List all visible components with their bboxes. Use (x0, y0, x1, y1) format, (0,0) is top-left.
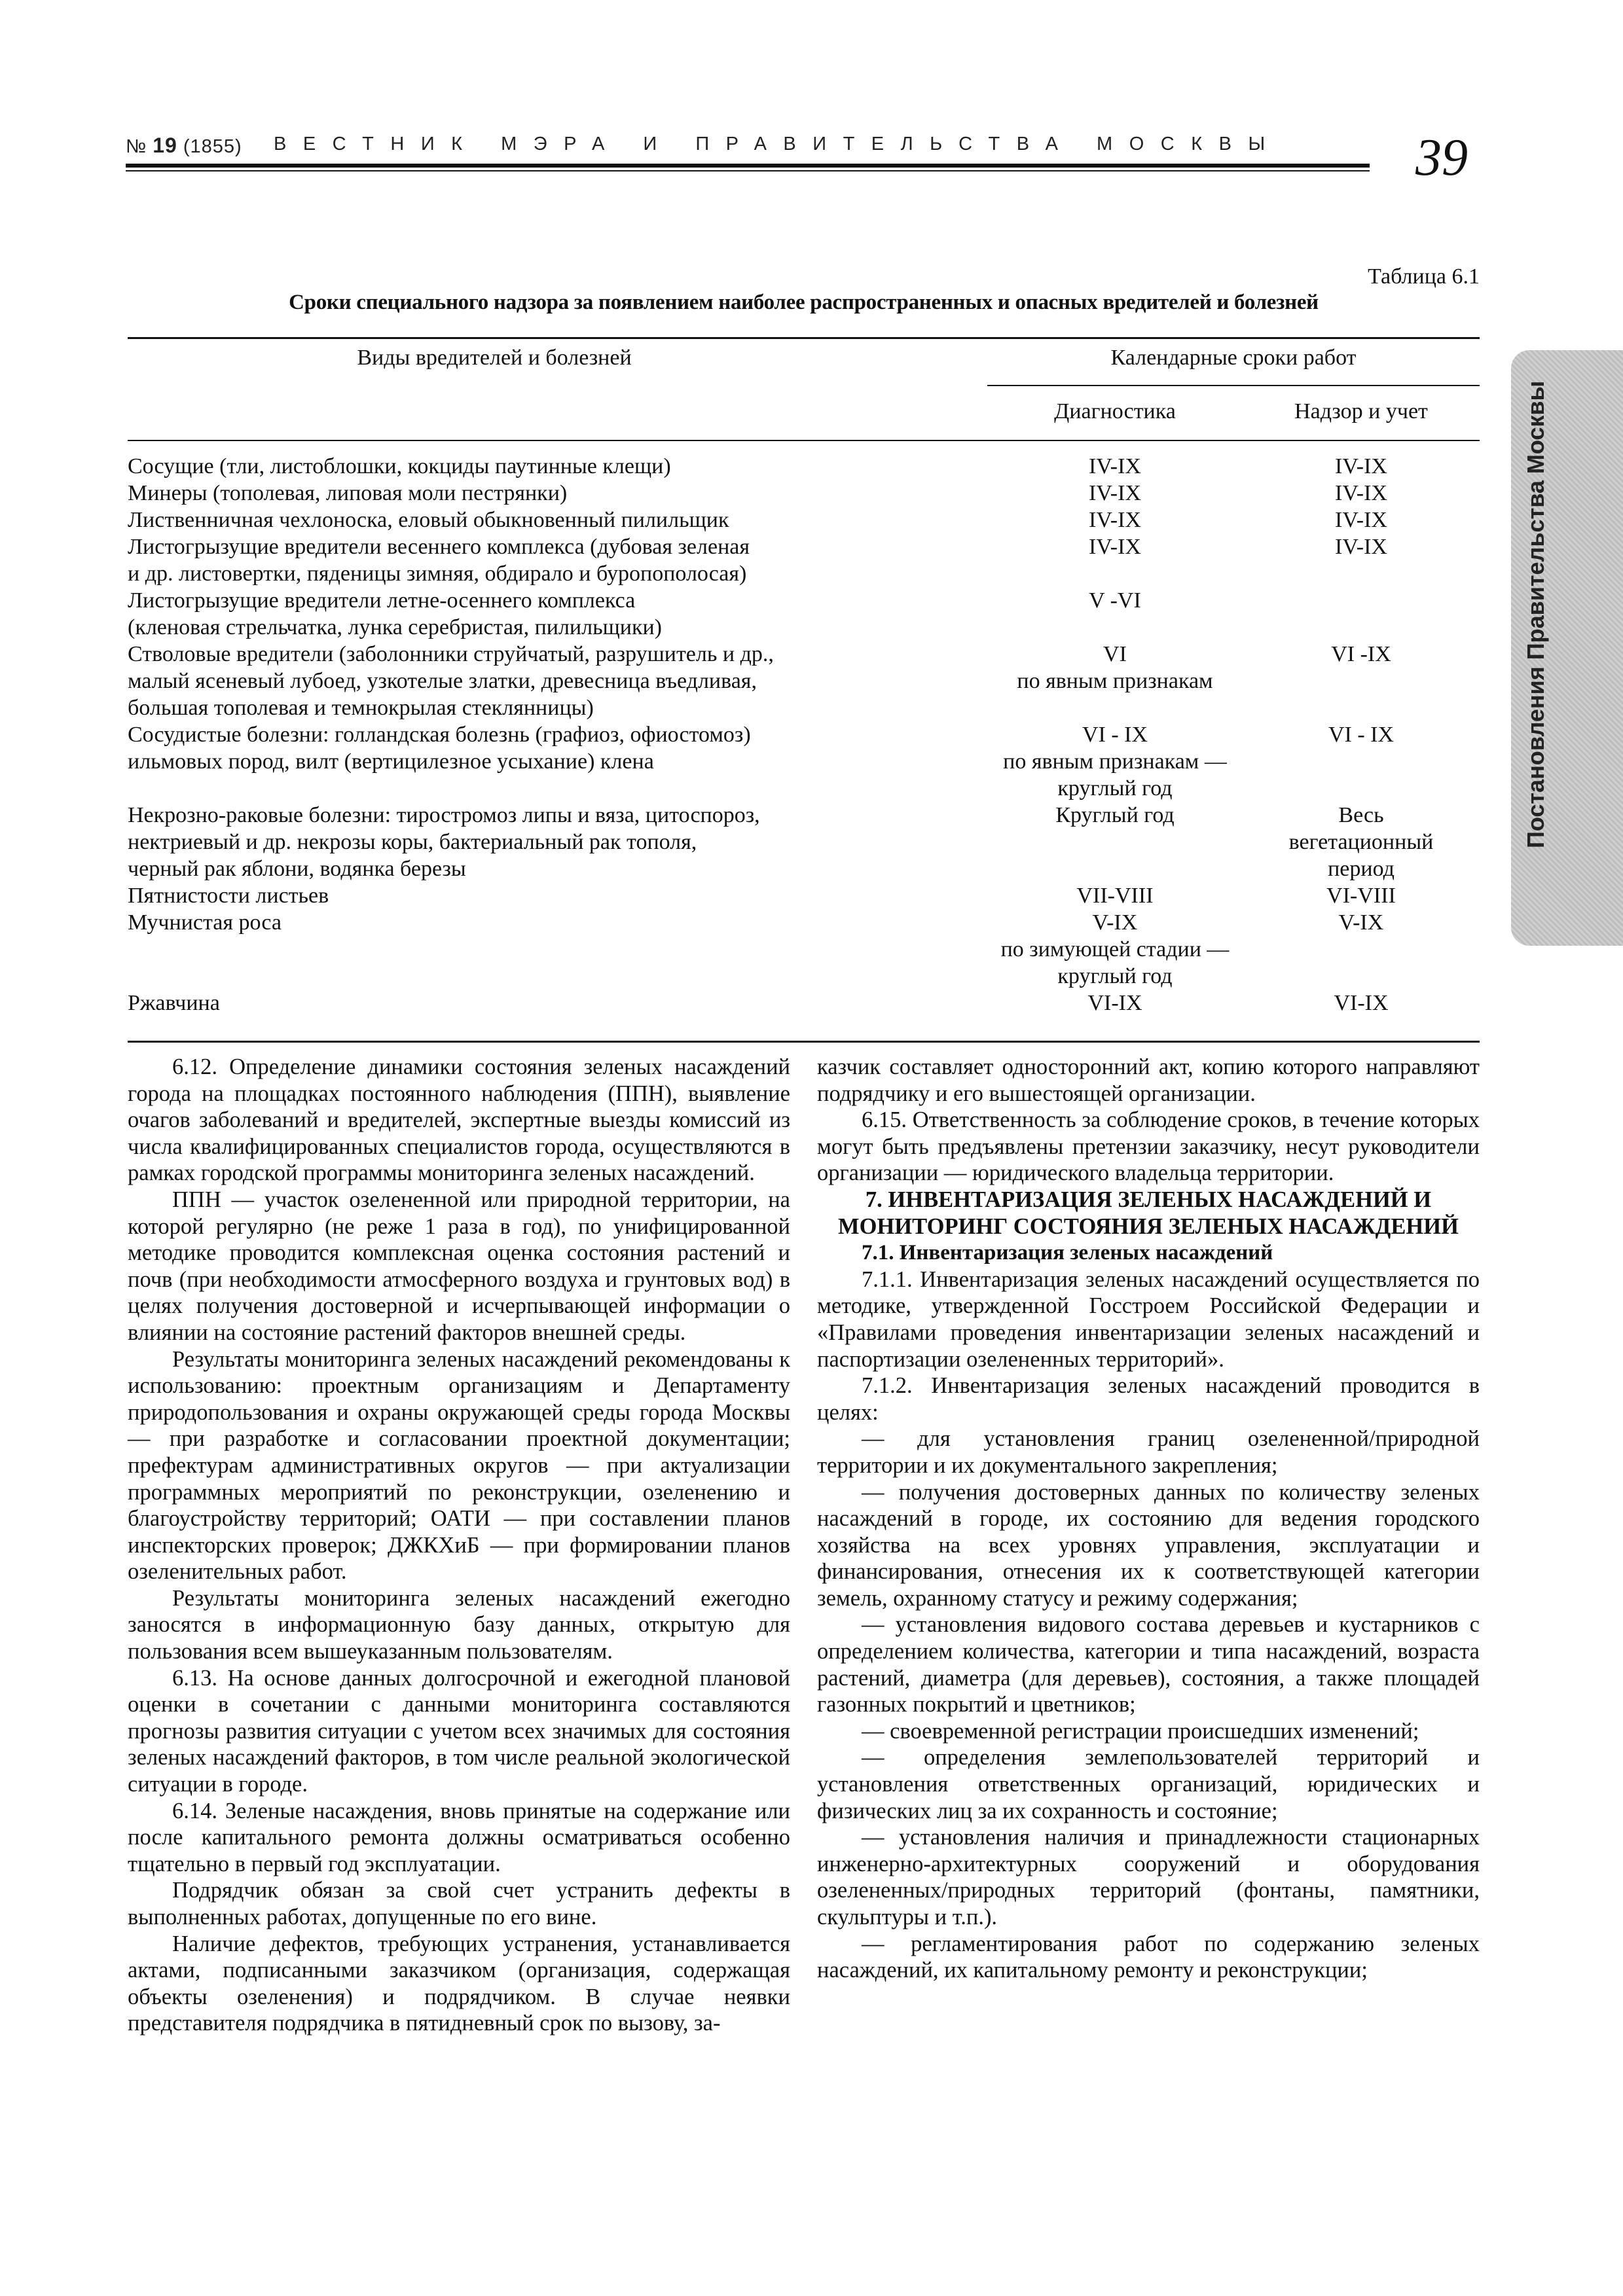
paragraph: 6.12. Определение динамики состояния зеленых насаждений города на площадках постоянного наблюдения (ППН), выявление очагов заболеваний и вредителей, экспертные выезды комиссий из числа квалифицированных специалистов города, осуществляются в рамках городской программы мониторинга зеленых насаждений. (128, 1054, 790, 1186)
running-header (126, 128, 1396, 168)
list-item: — своевременной регистрации происшедших изменений; (862, 1718, 1419, 1744)
table-cell-kind: Некрозно-раковые болезни: тиростромоз липы и вяза, цитоспороз, нектриевый и др. некрозы коры, бактериальный рак тополя, черный рак яблони, водянка березы (128, 803, 760, 881)
table-row (128, 990, 1480, 1016)
table-title: Сроки специального надзора за появлением наиболее распространенных и опасных вредителей и болезней (289, 291, 1319, 314)
table-cell-diagnostics: VI - IX по явным признакам — круглый год (1003, 723, 1227, 800)
issue-label (126, 134, 242, 158)
table-cell-supervision: IV-IX (1335, 454, 1387, 478)
table-cell-diagnostics: IV-IX (1089, 535, 1141, 559)
table-cell-kind: Сосущие (тли, листоблошки, кокциды паутинные клещи) (128, 454, 671, 478)
table-bottom-rule (128, 1041, 1480, 1043)
issue-total: (1855) (183, 136, 242, 157)
table-cell-supervision: VI -IX (1331, 642, 1391, 666)
table-cell-kind: Листогрызущие вредители весеннего комплекса (дубовая зеленая и др. листовертки, пяденицы зимняя, обдирало и буропополосая) (128, 535, 750, 586)
table-cell-diagnostics: VI по явным признакам (1017, 642, 1213, 693)
table-row (128, 533, 1480, 587)
table-cell-kind: Сосудистые болезни: голландская болезнь (графиоз, офиостомоз) ильмовых пород, вилт (вертицилезное усыхание) клена (128, 723, 751, 774)
page-number: 39 (1415, 129, 1468, 187)
paragraph: Результаты мониторинга зеленых насаждений ежегодно заносятся в информационную базу данных, открытую для пользования всем вышеуказанным пользователям. (128, 1585, 790, 1664)
table-row (128, 587, 1480, 641)
section-side-tab-label: Постановления Правительства Москвы (1522, 380, 1549, 848)
table-header-rule (128, 440, 1480, 441)
subsection-heading: 7.1. Инвентаризация зеленых насаждений (862, 1241, 1273, 1265)
list-item: — получения достоверных данных по количеству зеленых насаждений в городе, их состоянию для ведения городского хозяйства на всех уровнях управления, эксплуатации и финансирования, отнесения их к соответствующей категории земель, охранному статусу и режиму содержания; (817, 1479, 1480, 1611)
table-cell-kind: Листогрызущие вредители летне-осеннего комплекса (кленовая стрельчатка, лунка серебристая, пилильщики) (128, 588, 662, 639)
table-cell-diagnostics: V -VI (1089, 588, 1141, 613)
table-cell-supervision: IV-IX (1335, 535, 1387, 559)
header-rule (126, 164, 1370, 168)
table-cell-supervision: VI-IX (1334, 991, 1389, 1015)
table-cell-diagnostics: Круглый год (1055, 803, 1175, 827)
table-cell-supervision: IV-IX (1335, 508, 1387, 532)
table-row (128, 882, 1480, 909)
paragraph: 6.13. На основе данных долгосрочной и ежегодной плановой оценки в сочетании с данными мониторинга составляются прогнозы развития ситуации с учетом всех значимых для состояния зеленых насаждений факторов, в том числе реальной экологической ситуации в городе. (128, 1665, 790, 1797)
table-cell-diagnostics: VI-IX (1087, 991, 1142, 1015)
list-item: — установления наличия и принадлежности стационарных инженерно-архитектурных сооружений и оборудования озелененных/природных территорий (фонтаны, памятники, скульптуры и т.п.). (817, 1825, 1480, 1929)
list-item: — определения землепользователей территорий и установления ответственных организаций, юридических и физических лиц за их сохранность и состояние; (817, 1745, 1480, 1823)
table-header-split-rule (987, 385, 1480, 386)
paragraph: 7.1.1. Инвентаризация зеленых насаждений осуществляется по методике, утвержденной Госстроем Российской Федерации и «Правилами проведения инвентаризации зеленых насаждений и паспортизации озелененных территорий». (817, 1266, 1480, 1372)
table-row (128, 453, 1480, 480)
issue-prefix: № (126, 136, 147, 157)
table-cell-diagnostics: IV-IX (1089, 481, 1141, 505)
table-caption: Таблица 6.1 (1368, 264, 1480, 289)
section-heading: 7. ИНВЕНТАРИЗАЦИЯ ЗЕЛЕНЫХ НАСАЖДЕНИЙ И МОНИТОРИНГ СОСТОЯНИЯ ЗЕЛЕНЫХ НАСАЖДЕНИЙ (838, 1187, 1459, 1239)
table-row (128, 802, 1480, 882)
table-header-kind: Виды вредителей и болезней (357, 346, 632, 370)
table-cell-supervision: VI - IX (1328, 723, 1395, 747)
table-cell-supervision: VI-VIII (1326, 884, 1396, 908)
table-header-calendar: Календарные сроки работ (1110, 346, 1357, 370)
goals-list (817, 1426, 1480, 1983)
table-header-supervision: Надзор и учет (1294, 399, 1428, 423)
paragraph: 6.15. Ответственность за соблюдение сроков, в течение которых могут быть предъявлены претензии заказчику, несут руководители организации — юридического владельца территории. (817, 1107, 1480, 1186)
left-text-column (128, 1054, 790, 2037)
table-cell-kind: Пятнистости листьев (128, 884, 329, 908)
table-cell-kind: Ржавчина (128, 991, 220, 1015)
table-row (128, 480, 1480, 507)
table-cell-kind: Стволовые вредители (заболонники струйчатый, разрушитель и др., малый ясеневый лубоед, узкотелые златки, древесница въедливая, большая тополевая и темнокрылая стеклянницы) (128, 642, 774, 720)
table-header-diagnostics: Диагностика (1054, 399, 1176, 423)
paragraph: Наличие дефектов, требующих устранения, устанавливается актами, подписанными заказчиком (организация, содержащая объекты озеленения) и подрядчиком. В случае неявки представителя подрядчика в пятидневный срок по вызову, за- (128, 1931, 790, 2036)
paragraph: Результаты мониторинга зеленых насаждений рекомендованы к использованию: проектным организациям и Департаменту природопользования и охраны окружающей среды города Москвы — при разработке и согласовании проектной документации; префектурам административных округов — при актуализации программных мероприятий по реконструкции, озеленению и благоустройству территорий; ОАТИ — при составлении планов инспекторских проверок; ДЖКХиБ — при формировании планов озеленительных работ. (128, 1346, 790, 1585)
table-row (128, 909, 1480, 990)
table-cell-supervision: Весь вегетационный период (1288, 803, 1434, 881)
list-item: — установления видового состава деревьев и кустарников с определением количества, категории и типа насаждений, возраста растений, диаметра (для деревьев), состояния, а также площадей газонных покрытий и цветников; (817, 1612, 1480, 1717)
paragraph-continuation: казчик составляет односторонний акт, копию которого направляют подрядчику и его вышестоящей организации. (817, 1054, 1480, 1106)
table-cell-diagnostics: IV-IX (1089, 508, 1141, 532)
table-cell-kind: Минеры (тополевая, липовая моли пестрянки) (128, 481, 568, 505)
header-rule-thin (126, 170, 1370, 171)
paragraph: 6.14. Зеленые насаждения, вновь принятые на содержание или после капитального ремонта должны осматриваться особенно тщательно в первый год эксплуатации. (128, 1798, 790, 1876)
table-row (128, 721, 1480, 802)
table-cell-supervision: V-IX (1338, 910, 1384, 935)
table-row (128, 507, 1480, 533)
table-cell-kind: Лиственничная чехлоноска, еловый обыкновенный пилильщик (128, 508, 729, 532)
issue-number: 19 (153, 134, 177, 157)
publication-title: ВЕСТНИК МЭРА И ПРАВИТЕЛЬСТВА МОСКВЫ (274, 134, 1282, 154)
table-cell-supervision: IV-IX (1335, 481, 1387, 505)
table-top-rule (128, 337, 1480, 339)
paragraph: 7.1.2. Инвентаризация зеленых насаждений проводится в целях: (817, 1373, 1480, 1425)
list-item: — регламентирования работ по содержанию зеленых насаждений, их капитальному ремонту и реконструкции; (817, 1931, 1480, 1983)
list-item: — для установления границ озелененной/природной территории и их документального закрепления; (817, 1426, 1480, 1478)
table-cell-diagnostics: V-IX по зимующей стадии — круглый год (1000, 910, 1230, 988)
table-cell-diagnostics: IV-IX (1089, 454, 1141, 478)
right-text-column (817, 1054, 1480, 1984)
paragraph: ППН — участок озелененной или природной территории, на которой регулярно (не реже 1 раза в год), по унифицированной методике проводится комплексная оценка состояния растений и почв (при необходимости атмосферного воздуха и грунтовых вод) в целях получения достоверной и исчерпывающей информации о влиянии на состояние растений факторов внешней среды. (128, 1187, 790, 1345)
paragraph: Подрядчик обязан за свой счет устранить дефекты в выполненных работах, допущенные по его вине. (128, 1878, 790, 1929)
table-row (128, 641, 1480, 721)
table-cell-diagnostics: VII-VIII (1076, 884, 1154, 908)
table-cell-kind: Мучнистая роса (128, 910, 282, 935)
